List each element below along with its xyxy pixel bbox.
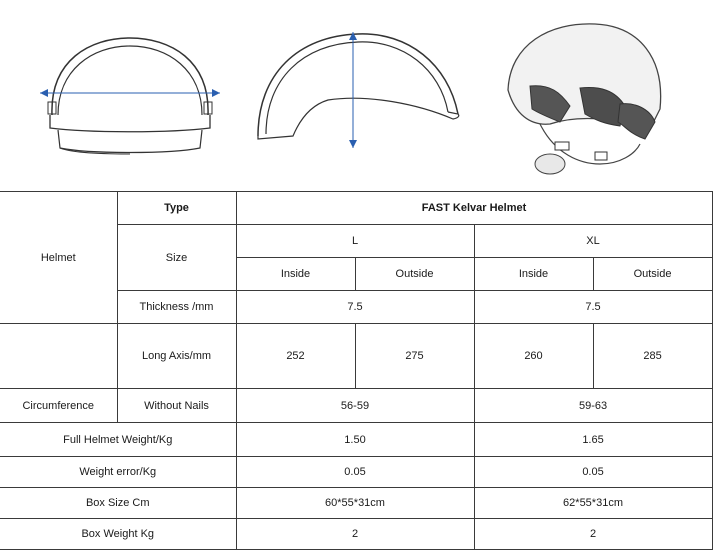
circumference-l: 56-59 (236, 389, 474, 423)
circumference-label: Circumference (0, 389, 117, 423)
size-xl: XL (474, 225, 712, 258)
weight-error-l: 0.05 (236, 457, 474, 488)
table-row-weight-error (0, 457, 712, 488)
xl-outside-label: Outside (593, 258, 712, 291)
helmet-side-view (248, 24, 468, 184)
box-weight-l: 2 (236, 519, 474, 550)
helmet-front-view (30, 20, 230, 190)
thickness-xl: 7.5 (474, 291, 712, 324)
size-l: L (236, 225, 474, 258)
box-weight-label: Box Weight Kg (0, 519, 236, 550)
l-outside-label: Outside (355, 258, 474, 291)
circumference-xl: 59-63 (474, 389, 712, 423)
circumference-sub: Without Nails (117, 389, 236, 423)
xl-inside-label: Inside (474, 258, 593, 291)
type-value: FAST Kelvar Helmet (236, 192, 712, 225)
box-size-xl: 62*55*31cm (474, 488, 712, 519)
weight-error-xl: 0.05 (474, 457, 712, 488)
thickness-label: Thickness /mm (117, 291, 236, 324)
table-row-type (0, 192, 712, 225)
thickness-l: 7.5 (236, 291, 474, 324)
size-label: Size (117, 225, 236, 291)
spec-table (0, 191, 713, 550)
helmet-group-label: Helmet (0, 192, 117, 324)
table-row-circumference (0, 389, 712, 423)
weight-error-label: Weight error/Kg (0, 457, 236, 488)
l-inside-label: Inside (236, 258, 355, 291)
weight-label: Full Helmet Weight/Kg (0, 423, 236, 457)
table-row-box-weight (0, 519, 712, 550)
box-weight-xl: 2 (474, 519, 712, 550)
long-axis-label: Long Axis/mm (117, 324, 236, 389)
weight-xl: 1.65 (474, 423, 712, 457)
long-axis-l-outside: 275 (355, 324, 474, 389)
weight-l: 1.50 (236, 423, 474, 457)
type-label: Type (117, 192, 236, 225)
long-axis-xl-inside: 260 (474, 324, 593, 389)
helmet-3d-view (500, 14, 670, 184)
table-row-long-axis (0, 324, 712, 389)
table-row-box-size (0, 488, 712, 519)
table-row-weight (0, 423, 712, 457)
helmet-drawings (0, 0, 715, 190)
box-size-l: 60*55*31cm (236, 488, 474, 519)
long-axis-l-inside: 252 (236, 324, 355, 389)
long-axis-xl-outside: 285 (593, 324, 712, 389)
box-size-label: Box Size Cm (0, 488, 236, 519)
